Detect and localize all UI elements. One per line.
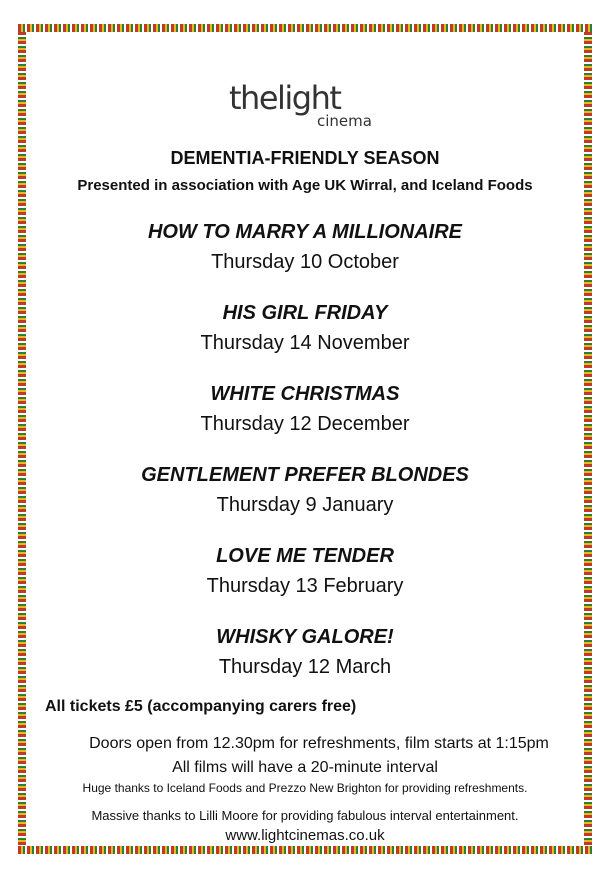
film-title: HIS GIRL FRIDAY: [222, 302, 388, 324]
film-date: Thursday 12 March: [218, 656, 392, 678]
film-title: WHISKY GALORE!: [216, 626, 394, 648]
website-link[interactable]: www.lightcinemas.co.uk: [225, 827, 385, 844]
thanks-refreshments: Huge thanks to Iceland Foods and Prezzo New Brighton for providing refreshments.: [82, 781, 528, 795]
film-date: Thursday 9 January: [216, 494, 394, 516]
presented-by: Presented in association with Age UK Wirral, and Iceland Foods: [77, 177, 533, 194]
logo-main-text: thelight: [229, 79, 341, 117]
thanks-entertainment: Massive thanks to Lilli Moore for providing fabulous interval entertainment.: [91, 808, 519, 823]
film-date: Thursday 12 December: [200, 413, 410, 435]
film-title: LOVE ME TENDER: [216, 545, 394, 567]
film-date: Thursday 10 October: [211, 251, 399, 273]
doors-info: Doors open from 12.30pm for refreshments, film starts at 1:15pm: [89, 735, 549, 752]
film-title: GENTLEMENT PREFER BLONDES: [141, 464, 469, 486]
film-date: Thursday 13 February: [206, 575, 404, 597]
light-cinema-logo: [229, 80, 389, 136]
logo-sub-text: cinema: [317, 112, 372, 130]
film-title: WHITE CHRISTMAS: [210, 383, 400, 405]
film-date: Thursday 14 November: [200, 332, 410, 354]
season-title: DEMENTIA-FRIENDLY SEASON: [170, 148, 440, 168]
ticket-price: All tickets £5 (accompanying carers free): [45, 698, 357, 715]
interval-info: All films will have a 20-minute interval: [172, 759, 438, 776]
film-title: HOW TO MARRY A MILLIONAIRE: [147, 221, 463, 243]
